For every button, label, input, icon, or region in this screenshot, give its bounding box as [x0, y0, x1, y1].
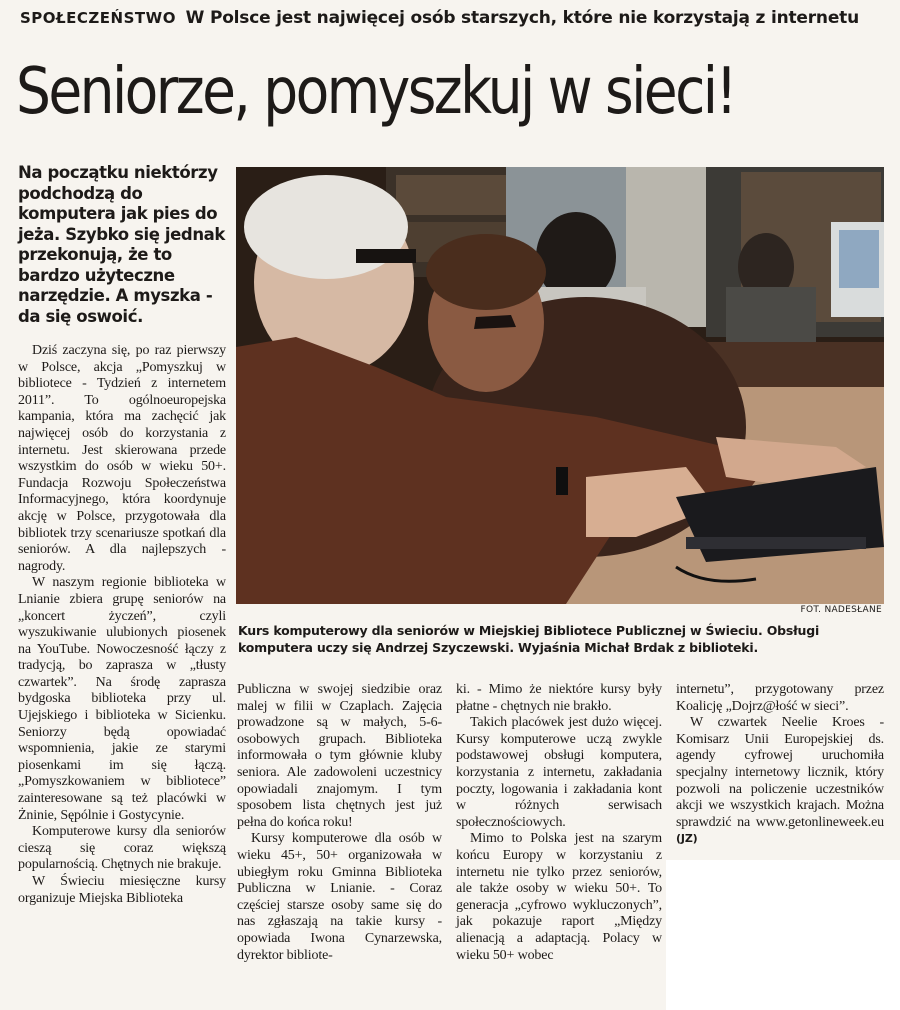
- paragraph: Mimo to Polska jest na szarym końcu Europy w korzystaniu z internetu nie tylko przez seniorów, ale także osoby w wieku 50+. To generacja „cyfrowo wykluczonych”, jak pokazuje raport „Między alienacją a adaptacją. Polacy w wieku 50+ wobec: [456, 831, 662, 963]
- article-kicker: [20, 8, 890, 28]
- paragraph-text: W czwartek Neelie Kroes - Komisarz Unii Europejskiej ds. agendy cyfrowej uruchomiła specjalny internetowy licznik, który pozwoli na policzenie uczestników akcji we wszystkich krajach. Można sprawdzić na www.getonlineweek.eu: [676, 715, 884, 830]
- paragraph: [676, 715, 884, 848]
- paragraph: Publiczna w swojej siedzibie oraz malej w filii w Czaplach. Zajęcia prowadzone są w małych, 5-6-osobowych grupach. Biblioteka informowała o tym głównie kluby seniora. Ale zadowoleni uczestnicy opowiadali znajomym. I tym sposobem lista chętnych jest już pełna do końca roku!: [237, 682, 442, 830]
- paragraph: Komputerowe kursy dla seniorów cieszą się coraz większą popularnością. Chętnych nie brakuje.: [18, 824, 226, 873]
- paragraph: W Świeciu miesięczne kursy organizuje Miejska Biblioteka: [18, 874, 226, 906]
- blank-corner: [666, 860, 900, 1010]
- article-photo: [236, 167, 884, 604]
- photo-illustration: [236, 167, 884, 604]
- photo-credit: FOT. NADESŁANE: [800, 605, 882, 615]
- paragraph: Kursy komputerowe dla osób w wieku 45+, 50+ organizowała w ubiegłym roku Gminna Biblioteka Publiczna w Lnianie. - Coraz częściej starsze osoby same się do nas zgłaszają na takie kursy - opowiada Iwona Cynarzewska, dyrektor bibliote-: [237, 831, 442, 963]
- section-label: SPOŁECZEŃSTWO: [20, 9, 176, 27]
- article-column-3: [456, 682, 662, 964]
- photo-caption: Kurs komputerowy dla seniorów w Miejskiej Bibliotece Publicznej w Świeciu. Obsługi komputera uczy się Andrzej Szyczewski. Wyjaśnia Michał Brdak z biblioteki.: [238, 623, 820, 655]
- lead-paragraph: Na początku niektórzy podchodzą do komputera jak pies do jeża. Szybko się jednak przekonują, że to bardzo użyteczne narzędzie. A myszka - da się oswoić.: [18, 163, 225, 326]
- author-signature: (JZ): [676, 832, 698, 846]
- paragraph: internetu”, przygotowany przez Koalicję „Dojrz@łość w sieci”.: [676, 682, 884, 714]
- kicker-text: W Polsce jest najwięcej osób starszych, które nie korzystają z internetu: [185, 8, 859, 28]
- paragraph: ki. - Mimo że niektóre kursy były płatne - chętnych nie brakło.: [456, 682, 662, 714]
- article-column-4: [676, 682, 884, 848]
- headline: Seniorze, pomyszkuj w sieci!: [16, 55, 735, 129]
- article-column-2: [237, 682, 442, 964]
- paragraph: Takich placówek jest dużo więcej. Kursy komputerowe uczą zwykle podstawowej obsługi komputera, korzystania z internetu, zakładania poczty, logowania i zakładania kont w różnych serwisach społecznościowych.: [456, 715, 662, 830]
- paragraph: Dziś zaczyna się, po raz pierwszy w Polsce, akcja „Pomyszkuj w bibliotece - Tydzień z internetem 2011”. To ogólnoeuropejska kampania, która ma zachęcić jak najwięcej osób do korzystania z internetu. Jest skierowana przede wszystkim do osób w wieku 50+. Fundacja Rozwoju Społeczeństwa Informacyjnego, która koordynuje akcję w Polsce, przygotowała dla bibliotek trzy scenariusze spotkań dla seniorów. A dla najlepszych - nagrody.: [18, 343, 226, 574]
- article-column-1: [18, 343, 226, 907]
- paragraph: W naszym regionie biblioteka w Lnianie zbiera grupę seniorów na „koncert życzeń”, czyli wyszukiwanie ulubionych piosenek na YouTube. Nowoczesność łączy z tradycją, bo zaprasza w „tłusty czwartek”. Na środę zaprasza bydgoska biblioteka przy ul. Ujejskiego i biblioteka w Sicienku. Seniorzy będą opowiadać wspomnienia, jakie ze starymi piosenkami im się łączą. „Pomyszkowaniem w bibliotece” zainteresowane są też placówki w Żninie, Sępólnie i Gostycynie.: [18, 575, 226, 823]
